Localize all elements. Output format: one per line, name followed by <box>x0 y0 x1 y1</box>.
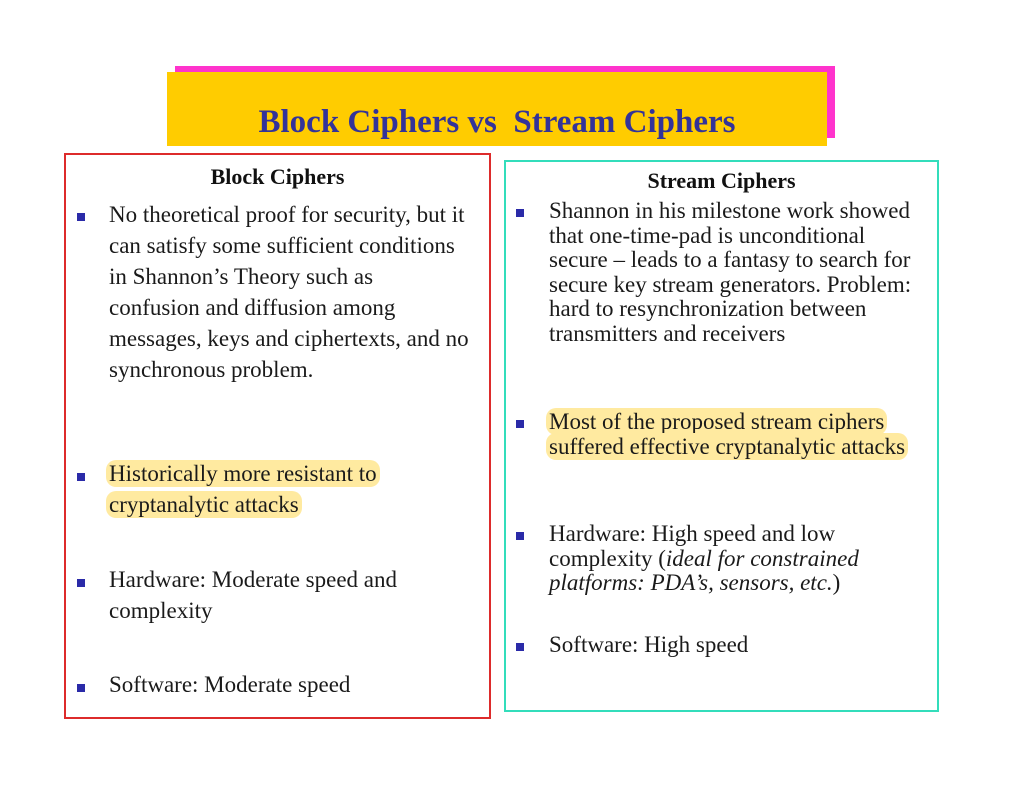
stream-item-attacks <box>549 410 934 459</box>
block-item-resistance <box>109 458 439 520</box>
highlight-mark: Historically more resistant to cryptanalytic attacks <box>106 460 380 518</box>
hardware-close-paren: ) <box>832 570 841 595</box>
block-item-security: No theoretical proof for security, but it can satisfy some sufficient conditions in Shannon’s Theory such as confusion and diffusion among messages, keys and ciphertexts, and no synchronous problem. <box>109 202 469 382</box>
stream-item-hardware <box>549 522 919 596</box>
block-item-software: Software: Moderate speed <box>109 672 351 697</box>
stream-ciphers-panel <box>504 160 939 712</box>
square-bullet-icon <box>516 420 524 428</box>
slide-title: Block Ciphers vs Stream Ciphers <box>258 103 736 140</box>
highlight-mark: Most of the proposed stream ciphers suffered effective cryptanalytic attacks <box>546 408 908 460</box>
hardware-italic-note: ideal for constrained platforms: PDA’s, sensors, etc. <box>549 545 859 595</box>
stream-item-shannon: Shannon in his milestone work showed that one-time-pad is unconditional secure – leads to a fantasy to search for secure key stream generators. Problem: hard to resynchronization between transmitters and receivers <box>549 198 912 346</box>
square-bullet-icon <box>77 684 85 692</box>
block-item-hardware: Hardware: Moderate speed and complexity <box>109 567 398 623</box>
square-bullet-icon <box>516 209 524 217</box>
square-bullet-icon <box>516 643 524 651</box>
stream-ciphers-heading: Stream Ciphers <box>647 168 796 193</box>
square-bullet-icon <box>77 579 85 587</box>
block-ciphers-panel <box>64 153 491 719</box>
block-ciphers-heading: Block Ciphers <box>210 164 345 189</box>
square-bullet-icon <box>77 213 85 221</box>
stream-item-software: Software: High speed <box>549 632 749 657</box>
square-bullet-icon <box>77 473 85 481</box>
square-bullet-icon <box>516 532 524 540</box>
title-banner <box>167 72 827 146</box>
hardware-text: Hardware: High speed and low complexity ( <box>549 521 836 571</box>
